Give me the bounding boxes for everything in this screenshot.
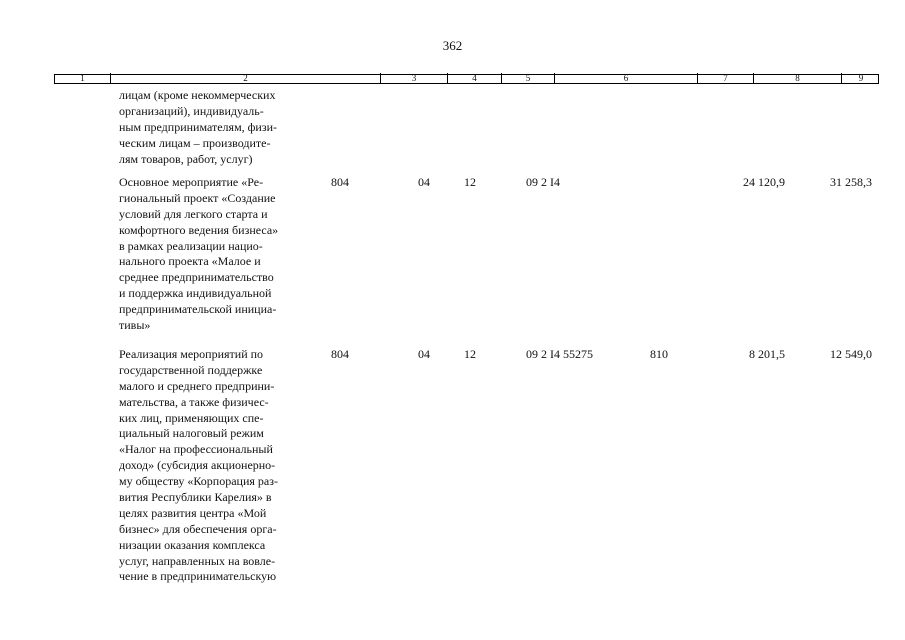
row-name-line: лям товаров, работ, услуг) bbox=[119, 151, 253, 166]
row-name-line: ным предпринимателям, физи- bbox=[119, 119, 278, 134]
cell-target-article: 09 2 I4 55275 bbox=[526, 347, 593, 361]
cell-section-code: 04 bbox=[418, 347, 430, 361]
row-name-line: в рамках реализации нацио- bbox=[119, 238, 263, 253]
row-name-line: низации оказания комплекса bbox=[119, 537, 266, 552]
row-name-line: нального проекта «Малое и bbox=[119, 254, 261, 269]
cell-target-article: 09 2 I4 bbox=[526, 175, 560, 189]
row-name-line: условий для легкого старта и bbox=[119, 206, 268, 221]
row-name-line: государственной поддержке bbox=[119, 362, 263, 377]
row-name-line: ких лиц, применяющих спе- bbox=[119, 410, 264, 425]
column-number-3: 3 bbox=[381, 73, 448, 83]
cell-amount-8: 8 201,5 bbox=[749, 347, 785, 361]
row-name-line: бизнес» для обеспечения орга- bbox=[119, 521, 277, 536]
row-name-line: и поддержка индивидуальной bbox=[119, 286, 272, 301]
column-number-5: 5 bbox=[502, 73, 555, 83]
table-column-numbers bbox=[54, 74, 879, 84]
cell-section-code: 04 bbox=[418, 175, 430, 189]
column-number-8: 8 bbox=[754, 73, 842, 83]
row-name-line: «Налог на профессиональный bbox=[119, 442, 273, 457]
column-number-1: 1 bbox=[55, 73, 111, 83]
row-name bbox=[119, 175, 329, 334]
cell-ministry-code: 804 bbox=[331, 175, 349, 189]
cell-subsection-code: 12 bbox=[464, 175, 476, 189]
row-name-line: лицам (кроме некоммерческих bbox=[119, 88, 276, 102]
column-number-2: 2 bbox=[111, 73, 381, 83]
cell-expense-type: 810 bbox=[650, 347, 668, 361]
row-name-line: Основное мероприятие «Ре- bbox=[119, 175, 264, 189]
row-name-line: циальный налоговый режим bbox=[119, 426, 264, 441]
cell-amount-9: 31 258,3 bbox=[830, 175, 872, 189]
cell-subsection-code: 12 bbox=[464, 347, 476, 361]
row-name-line: услуг, направленных на вовле- bbox=[119, 553, 276, 568]
cell-amount-9: 12 549,0 bbox=[830, 347, 872, 361]
row-name-line: комфортного ведения бизнеса» bbox=[119, 222, 279, 237]
row-name-line: ческим лицам – производите- bbox=[119, 135, 271, 150]
page-number: 362 bbox=[442, 38, 463, 53]
row-name bbox=[119, 88, 329, 167]
row-name bbox=[119, 347, 329, 585]
row-name-line: тивы» bbox=[119, 318, 151, 333]
row-name-line: организаций), индивидуаль- bbox=[119, 103, 264, 118]
row-name-line: целях развития центра «Мой bbox=[119, 505, 267, 520]
row-name-line: чение в предпринимательскую bbox=[119, 569, 277, 584]
row-name-line: предпринимательской инициа- bbox=[119, 302, 277, 317]
row-name-line: му обществу «Корпорация раз- bbox=[119, 474, 278, 489]
column-number-6: 6 bbox=[555, 73, 698, 83]
row-name-line: гиональный проект «Создание bbox=[119, 190, 276, 205]
row-name-line: Реализация мероприятий по bbox=[119, 347, 264, 361]
cell-ministry-code: 804 bbox=[331, 347, 349, 361]
column-number-4: 4 bbox=[448, 73, 502, 83]
row-name-line: мательства, а также физичес- bbox=[119, 394, 269, 409]
column-number-9: 9 bbox=[858, 73, 864, 83]
row-name-line: среднее предпринимательство bbox=[119, 270, 274, 285]
row-name-line: малого и среднего предприни- bbox=[119, 378, 275, 393]
row-name-line: доход» (субсидия акционерно- bbox=[119, 458, 276, 473]
row-name-line: вития Республики Карелия» в bbox=[119, 490, 272, 505]
column-number-7: 7 bbox=[698, 73, 754, 83]
cell-amount-8: 24 120,9 bbox=[743, 175, 785, 189]
